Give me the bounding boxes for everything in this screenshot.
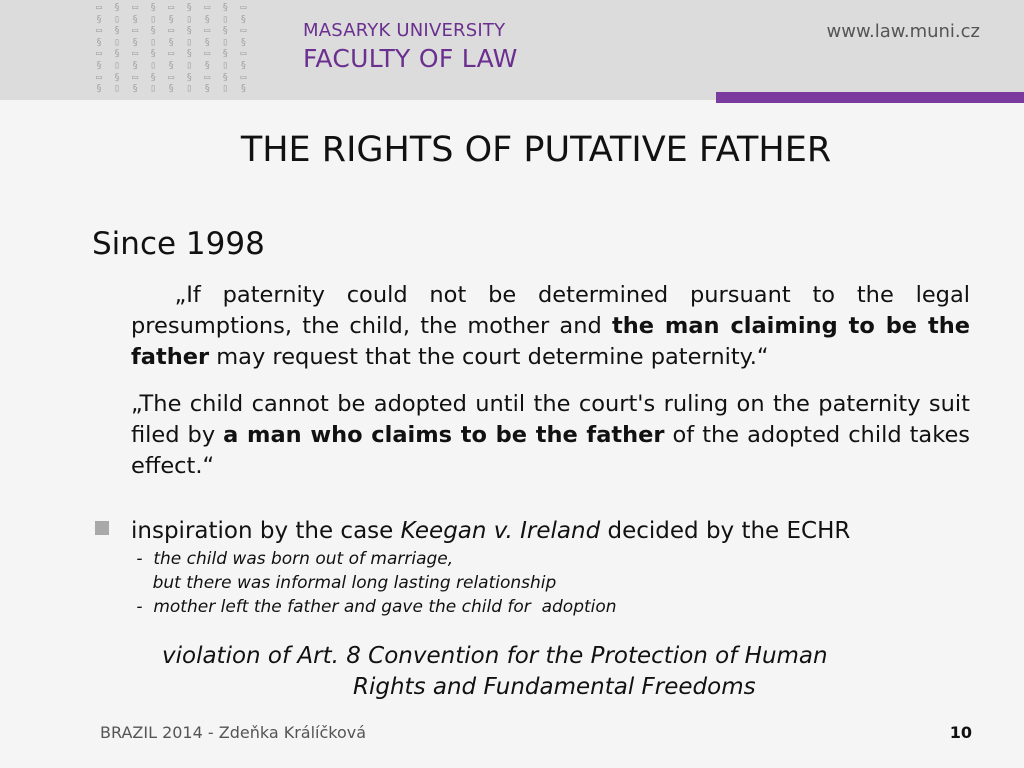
- quote2-text-start: „The child cannot be adopted until the court's ruling on the paternity suit filed by: [131, 391, 970, 448]
- faculty-name: FACULTY OF LAW: [303, 44, 518, 73]
- violation-line-2: Rights and Fundamental Freedoms: [353, 674, 756, 700]
- violation-statement: [162, 641, 862, 703]
- sub-item: but there was informal long lasting relationship: [131, 573, 557, 593]
- footer-text: BRAZIL 2014 - Zdeňka Králíčková: [100, 723, 367, 742]
- header-bar: [0, 0, 1024, 100]
- square-bullet-icon: [95, 521, 109, 535]
- slide-title: THE RIGHTS OF PUTATIVE FATHER: [240, 130, 832, 170]
- page-number: 10: [949, 723, 972, 742]
- quote1-text-start: „If paternity could not be determined pursuant to the legal presumptions, the child, the mother and: [131, 282, 971, 339]
- violation-line-1: violation of Art. 8 Convention for the Protection of Human: [162, 643, 828, 669]
- bullet-prefix: inspiration by the case: [131, 518, 401, 544]
- quote-paragraph-2: [131, 389, 970, 482]
- case-name: Keegan v. Ireland: [400, 518, 601, 544]
- bullet-suffix: decided by the ECHR: [600, 518, 851, 544]
- paragraph-pattern-logo: ▭ § ▭ § ▭ § ▭ § ▭ § ▯ § ▯ § ▯ § ▯ § ▭ § ▭ § ▭ § ▭ § ▭ § ▯ § ▯ § ▯ § ▯ § ▭ § ▭ § ▭ § ▭ § ▭ § ▯ § ▯ § ▯ § ▯ § ▭ § ▭ § ▭ § ▭ § ▭ § ▯ § ▯ § ▯ § ▯ §: [96, 2, 250, 95]
- quote-paragraph-1: [131, 280, 970, 373]
- website-url[interactable]: www.law.muni.cz: [826, 21, 980, 42]
- sub-item: - the child was born out of marriage,: [131, 549, 454, 569]
- bullet-item: [131, 518, 850, 544]
- quote1-bold: the man claiming to be the father: [131, 313, 970, 370]
- university-name: MASARYK UNIVERSITY: [303, 20, 506, 41]
- quote1-text-end: may request that the court determine paternity.“: [209, 344, 769, 370]
- quote2-text-end: of the adopted child takes effect.“: [131, 422, 971, 479]
- since-heading: Since 1998: [92, 226, 265, 262]
- accent-bar: [716, 92, 1024, 103]
- sub-item: - mother left the father and gave the child for adoption: [131, 597, 617, 617]
- quote2-bold: a man who claims to be the father: [223, 422, 665, 448]
